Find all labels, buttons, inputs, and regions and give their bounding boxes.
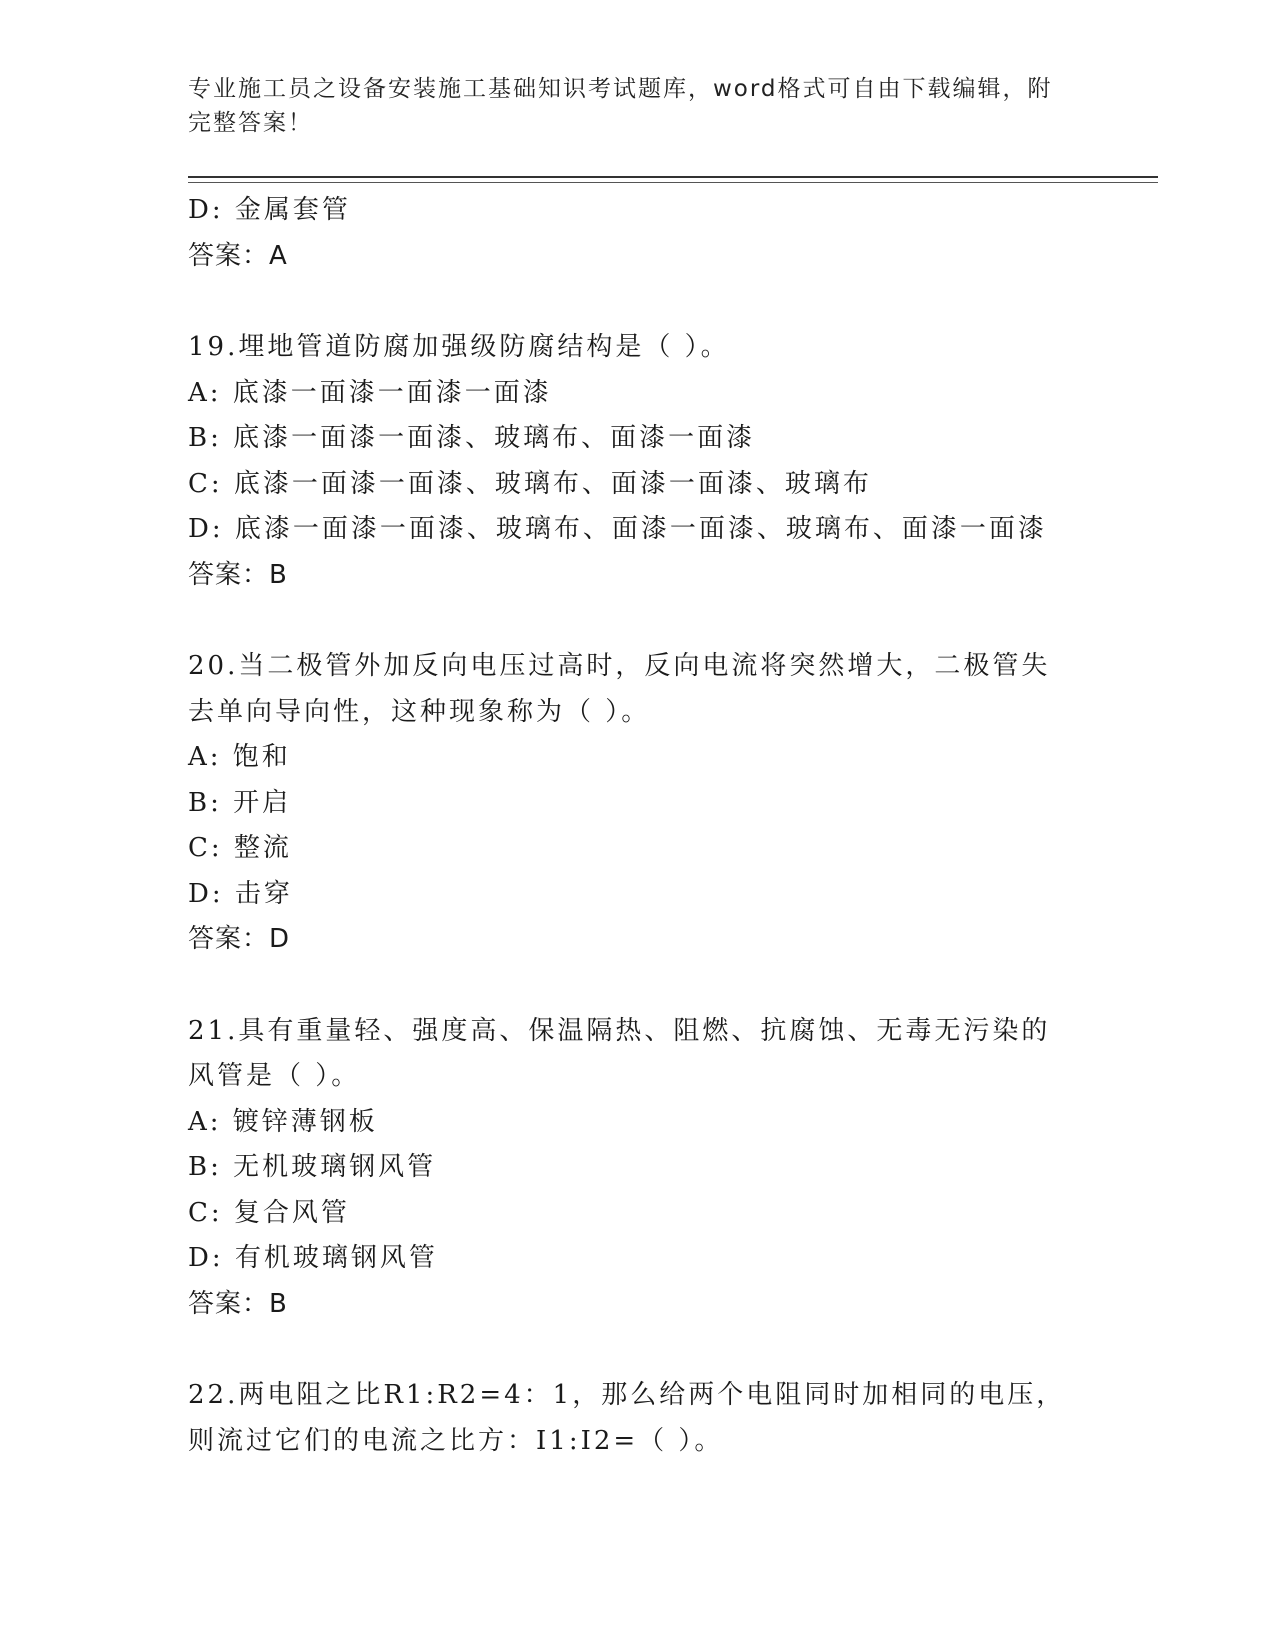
question-content [188, 188, 1088, 1464]
question-20-option-d: D: 击穿 [188, 878, 293, 909]
question-21-option-a: A: 镀锌薄钢板 [188, 1106, 378, 1137]
header-divider [188, 176, 1158, 178]
question-19-option-a: A: 底漆一面漆一面漆一面漆 [188, 377, 552, 408]
question-21-option-b: B: 无机玻璃钢风管 [188, 1152, 437, 1182]
spacer [188, 1327, 1088, 1373]
question-19-answer: 答案：B [188, 559, 288, 590]
spacer [188, 598, 1088, 644]
question-19-stem: 19.埋地管道防腐加强级防腐结构是（ ）。 [188, 332, 730, 362]
spacer [188, 279, 1088, 325]
prev-option-d: D: 金属套管 [188, 195, 351, 225]
question-19-option-b: B: 底漆一面漆一面漆、玻璃布、面漆一面漆 [188, 423, 756, 453]
question-21-option-d: D: 有机玻璃钢风管 [188, 1243, 438, 1273]
question-20-stem: 20.当二极管外加反向电压过高时，反向电流将突然增大，二极管失去单向导向性，这种现象称为（ ）。 [188, 651, 1051, 727]
question-20-option-a: A: 饱和 [188, 742, 291, 772]
header-divider-thin [188, 182, 1158, 183]
question-19-option-d: D: 底漆一面漆一面漆、玻璃布、面漆一面漆、玻璃布、面漆一面漆 [188, 514, 1047, 544]
question-21-option-c: C: 复合风管 [188, 1197, 350, 1228]
spacer [188, 963, 1088, 1009]
question-19-option-c: C: 底漆一面漆一面漆、玻璃布、面漆一面漆、玻璃布 [188, 468, 872, 499]
question-20-option-c: C: 整流 [188, 833, 292, 863]
question-21-answer: 答案：B [188, 1288, 288, 1319]
question-20-answer: 答案：D [188, 924, 291, 954]
question-20-option-b: B: 开启 [188, 787, 292, 818]
page-header: 专业施工员之设备安装施工基础知识考试题库，word格式可自由下载编辑，附完整答案！ [188, 76, 1053, 136]
question-22-stem: 22.两电阻之比R1:R2=4：1，那么给两个电阻同时加相同的电压，则流过它们的电流之比方：I1:I2=（ ）。 [188, 1380, 1066, 1456]
question-21-stem: 21.具有重量轻、强度高、保温隔热、阻燃、抗腐蚀、无毒无污染的风管是（ ）。 [188, 1015, 1051, 1091]
prev-answer: 答案：A [188, 240, 288, 271]
